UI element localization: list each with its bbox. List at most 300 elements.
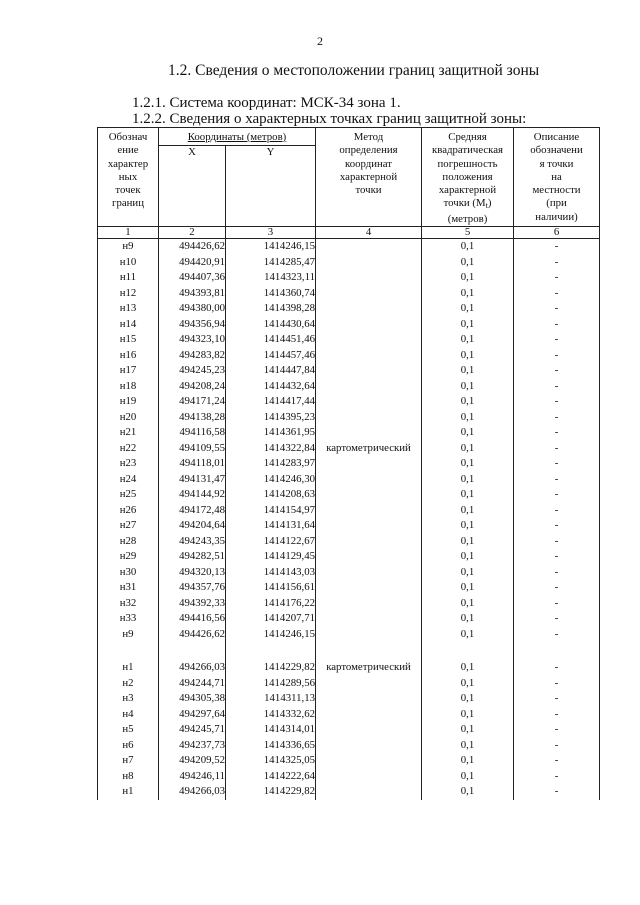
x-coordinate-cell: 494266,03 bbox=[159, 660, 226, 676]
description-cell: - bbox=[514, 549, 600, 565]
table-row bbox=[98, 660, 600, 676]
point-name-cell: н27 bbox=[98, 518, 159, 534]
column-number: 3 bbox=[226, 227, 316, 239]
point-name-cell: н20 bbox=[98, 410, 159, 426]
table-row bbox=[98, 565, 600, 581]
header-text: (метров) bbox=[447, 212, 488, 225]
header-point-designation bbox=[98, 128, 159, 227]
page-number: 2 bbox=[317, 34, 323, 48]
method-cell bbox=[316, 487, 422, 503]
x-coordinate-cell: 494392,33 bbox=[159, 596, 226, 612]
y-coordinate-cell: 1414246,15 bbox=[226, 239, 316, 255]
description-cell: - bbox=[514, 611, 600, 627]
header-text: Координаты (метров) bbox=[187, 131, 287, 143]
error-cell: 0,1 bbox=[422, 487, 514, 503]
point-name-cell: н17 bbox=[98, 363, 159, 379]
error-cell: 0,1 bbox=[422, 472, 514, 488]
error-cell: 0,1 bbox=[422, 549, 514, 565]
x-coordinate-cell: 494305,38 bbox=[159, 691, 226, 707]
point-name-cell: н32 bbox=[98, 596, 159, 612]
description-cell: - bbox=[514, 753, 600, 769]
method-cell: картометрический bbox=[316, 660, 422, 676]
error-cell: 0,1 bbox=[422, 363, 514, 379]
section-title: 1.2. Сведения о местоположении границ защитной зоны bbox=[168, 62, 540, 79]
x-coordinate-cell: 494426,62 bbox=[159, 627, 226, 643]
header-text: характерной bbox=[438, 184, 497, 197]
description-cell: - bbox=[514, 286, 600, 302]
description-cell: - bbox=[514, 487, 600, 503]
error-cell: 0,1 bbox=[422, 611, 514, 627]
error-cell: 0,1 bbox=[422, 707, 514, 723]
x-coordinate-cell: 494420,91 bbox=[159, 255, 226, 271]
table-row bbox=[98, 286, 600, 302]
column-number: 1 bbox=[98, 227, 159, 239]
error-cell: 0,1 bbox=[422, 580, 514, 596]
table-row bbox=[98, 580, 600, 596]
x-coordinate-cell: 494393,81 bbox=[159, 286, 226, 302]
table-row bbox=[98, 487, 600, 503]
y-coordinate-cell: 1414176,22 bbox=[226, 596, 316, 612]
description-cell: - bbox=[514, 596, 600, 612]
x-coordinate-cell: 494171,24 bbox=[159, 394, 226, 410]
y-coordinate-cell: 1414246,15 bbox=[226, 627, 316, 643]
description-cell: - bbox=[514, 270, 600, 286]
error-cell: 0,1 bbox=[422, 596, 514, 612]
x-coordinate-cell: 494357,76 bbox=[159, 580, 226, 596]
error-cell: 0,1 bbox=[422, 738, 514, 754]
header-text: Описание bbox=[533, 131, 580, 143]
point-name-cell: н31 bbox=[98, 580, 159, 596]
empty-cell bbox=[422, 642, 514, 660]
method-cell bbox=[316, 503, 422, 519]
error-cell: 0,1 bbox=[422, 441, 514, 457]
y-coordinate-cell: 1414325,05 bbox=[226, 753, 316, 769]
table-row bbox=[98, 301, 600, 317]
description-cell: - bbox=[514, 769, 600, 785]
y-coordinate-cell: 1414229,82 bbox=[226, 784, 316, 800]
table-row bbox=[98, 549, 600, 565]
method-cell bbox=[316, 410, 422, 426]
method-cell bbox=[316, 676, 422, 692]
point-name-cell: н23 bbox=[98, 456, 159, 472]
table-row bbox=[98, 738, 600, 754]
error-cell: 0,1 bbox=[422, 394, 514, 410]
y-coordinate-cell: 1414129,45 bbox=[226, 549, 316, 565]
point-name-cell: н13 bbox=[98, 301, 159, 317]
description-cell: - bbox=[514, 301, 600, 317]
x-coordinate-cell: 494237,73 bbox=[159, 738, 226, 754]
y-coordinate-cell: 1414323,11 bbox=[226, 270, 316, 286]
y-coordinate-cell: 1414311,13 bbox=[226, 691, 316, 707]
table-row bbox=[98, 722, 600, 738]
header-text: ных bbox=[118, 170, 138, 183]
header-text: положения bbox=[442, 170, 493, 183]
method-cell bbox=[316, 565, 422, 581]
empty-cell bbox=[316, 642, 422, 660]
error-cell: 0,1 bbox=[422, 410, 514, 426]
description-cell: - bbox=[514, 738, 600, 754]
method-cell bbox=[316, 239, 422, 255]
header-text: t bbox=[485, 201, 488, 211]
point-name-cell: н22 bbox=[98, 441, 159, 457]
empty-cell bbox=[98, 642, 159, 660]
error-cell: 0,1 bbox=[422, 425, 514, 441]
error-cell: 0,1 bbox=[422, 627, 514, 643]
table-row bbox=[98, 456, 600, 472]
method-cell: картометрический bbox=[316, 441, 422, 457]
header-text: Y bbox=[266, 146, 275, 159]
point-name-cell: н11 bbox=[98, 270, 159, 286]
error-cell: 0,1 bbox=[422, 722, 514, 738]
point-name-cell: н8 bbox=[98, 769, 159, 785]
point-name-cell: н16 bbox=[98, 348, 159, 364]
header-mean-square-error bbox=[422, 128, 514, 227]
table-row bbox=[98, 363, 600, 379]
y-coordinate-cell: 1414143,03 bbox=[226, 565, 316, 581]
method-cell bbox=[316, 753, 422, 769]
error-cell: 0,1 bbox=[422, 565, 514, 581]
description-cell: - bbox=[514, 332, 600, 348]
header-text: Средняя bbox=[448, 131, 487, 143]
y-coordinate-cell: 1414207,71 bbox=[226, 611, 316, 627]
column-number: 4 bbox=[316, 227, 422, 239]
description-cell: - bbox=[514, 503, 600, 519]
x-coordinate-cell: 494426,62 bbox=[159, 239, 226, 255]
x-coordinate-cell: 494116,58 bbox=[159, 425, 226, 441]
point-name-cell: н26 bbox=[98, 503, 159, 519]
error-cell: 0,1 bbox=[422, 676, 514, 692]
point-name-cell: н15 bbox=[98, 332, 159, 348]
table-row bbox=[98, 425, 600, 441]
x-coordinate-cell: 494138,28 bbox=[159, 410, 226, 426]
point-name-cell: н5 bbox=[98, 722, 159, 738]
description-cell: - bbox=[514, 441, 600, 457]
point-name-cell: н29 bbox=[98, 549, 159, 565]
error-cell: 0,1 bbox=[422, 270, 514, 286]
column-number: 5 bbox=[422, 227, 514, 239]
description-cell: - bbox=[514, 534, 600, 550]
y-coordinate-cell: 1414395,23 bbox=[226, 410, 316, 426]
point-name-cell: н1 bbox=[98, 784, 159, 800]
description-cell: - bbox=[514, 239, 600, 255]
x-coordinate-cell: 494407,36 bbox=[159, 270, 226, 286]
method-cell bbox=[316, 611, 422, 627]
y-coordinate-cell: 1414430,64 bbox=[226, 317, 316, 333]
header-text: точек bbox=[115, 184, 141, 197]
error-cell: 0,1 bbox=[422, 317, 514, 333]
description-cell: - bbox=[514, 722, 600, 738]
header-text: я точки bbox=[539, 157, 574, 170]
x-coordinate-cell: 494297,64 bbox=[159, 707, 226, 723]
x-coordinate-cell: 494282,51 bbox=[159, 549, 226, 565]
description-cell: - bbox=[514, 317, 600, 333]
table-row bbox=[98, 410, 600, 426]
table-row bbox=[98, 394, 600, 410]
table-row bbox=[98, 348, 600, 364]
table-body bbox=[98, 239, 600, 800]
y-coordinate-cell: 1414451,46 bbox=[226, 332, 316, 348]
header-text: наличии) bbox=[535, 210, 578, 223]
point-name-cell: н18 bbox=[98, 379, 159, 395]
y-coordinate-cell: 1414229,82 bbox=[226, 660, 316, 676]
x-coordinate-cell: 494323,10 bbox=[159, 332, 226, 348]
description-cell: - bbox=[514, 472, 600, 488]
x-coordinate-cell: 494131,47 bbox=[159, 472, 226, 488]
x-coordinate-cell: 494283,82 bbox=[159, 348, 226, 364]
group-separator-row bbox=[98, 642, 600, 660]
error-cell: 0,1 bbox=[422, 769, 514, 785]
x-coordinate-cell: 494243,35 bbox=[159, 534, 226, 550]
header-text: точки (M bbox=[443, 197, 486, 210]
method-cell bbox=[316, 722, 422, 738]
x-coordinate-cell: 494144,92 bbox=[159, 487, 226, 503]
error-cell: 0,1 bbox=[422, 239, 514, 255]
method-cell bbox=[316, 332, 422, 348]
y-coordinate-cell: 1414417,44 bbox=[226, 394, 316, 410]
table-row bbox=[98, 255, 600, 271]
x-coordinate-cell: 494208,24 bbox=[159, 379, 226, 395]
method-cell bbox=[316, 301, 422, 317]
error-cell: 0,1 bbox=[422, 753, 514, 769]
y-coordinate-cell: 1414332,62 bbox=[226, 707, 316, 723]
point-name-cell: н4 bbox=[98, 707, 159, 723]
y-coordinate-cell: 1414131,64 bbox=[226, 518, 316, 534]
description-cell: - bbox=[514, 676, 600, 692]
point-name-cell: н33 bbox=[98, 611, 159, 627]
column-number: 2 bbox=[159, 227, 226, 239]
table-row bbox=[98, 518, 600, 534]
description-cell: - bbox=[514, 410, 600, 426]
y-coordinate-cell: 1414283,97 bbox=[226, 456, 316, 472]
header-text: Метод bbox=[353, 131, 384, 143]
header-y bbox=[226, 146, 316, 227]
table-row bbox=[98, 691, 600, 707]
description-cell: - bbox=[514, 707, 600, 723]
y-coordinate-cell: 1414154,97 bbox=[226, 503, 316, 519]
empty-cell bbox=[514, 642, 600, 660]
point-name-cell: н6 bbox=[98, 738, 159, 754]
method-cell bbox=[316, 769, 422, 785]
y-coordinate-cell: 1414447,84 bbox=[226, 363, 316, 379]
description-cell: - bbox=[514, 784, 600, 800]
header-text: обозначени bbox=[530, 144, 583, 157]
y-coordinate-cell: 1414208,63 bbox=[226, 487, 316, 503]
point-name-cell: н28 bbox=[98, 534, 159, 550]
description-cell: - bbox=[514, 660, 600, 676]
point-name-cell: н2 bbox=[98, 676, 159, 692]
table-row bbox=[98, 270, 600, 286]
table-row bbox=[98, 784, 600, 800]
table-row bbox=[98, 503, 600, 519]
description-cell: - bbox=[514, 348, 600, 364]
method-cell bbox=[316, 596, 422, 612]
x-coordinate-cell: 494266,03 bbox=[159, 784, 226, 800]
y-coordinate-cell: 1414246,30 bbox=[226, 472, 316, 488]
table-row bbox=[98, 707, 600, 723]
method-cell bbox=[316, 348, 422, 364]
x-coordinate-cell: 494172,48 bbox=[159, 503, 226, 519]
method-cell bbox=[316, 534, 422, 550]
point-name-cell: н19 bbox=[98, 394, 159, 410]
y-coordinate-cell: 1414156,61 bbox=[226, 580, 316, 596]
error-cell: 0,1 bbox=[422, 255, 514, 271]
point-name-cell: н9 bbox=[98, 627, 159, 643]
x-coordinate-cell: 494209,52 bbox=[159, 753, 226, 769]
method-cell bbox=[316, 363, 422, 379]
y-coordinate-cell: 1414432,64 bbox=[226, 379, 316, 395]
error-cell: 0,1 bbox=[422, 784, 514, 800]
method-cell bbox=[316, 707, 422, 723]
y-coordinate-cell: 1414314,01 bbox=[226, 722, 316, 738]
boundary-points-table bbox=[97, 127, 600, 800]
table-row bbox=[98, 332, 600, 348]
point-name-cell: н25 bbox=[98, 487, 159, 503]
y-coordinate-cell: 1414360,74 bbox=[226, 286, 316, 302]
table-row bbox=[98, 596, 600, 612]
point-name-cell: н30 bbox=[98, 565, 159, 581]
method-cell bbox=[316, 472, 422, 488]
point-name-cell: н12 bbox=[98, 286, 159, 302]
x-coordinate-cell: 494380,00 bbox=[159, 301, 226, 317]
table-row bbox=[98, 472, 600, 488]
table-row bbox=[98, 317, 600, 333]
y-coordinate-cell: 1414398,28 bbox=[226, 301, 316, 317]
subsection-characteristic-points: 1.2.2. Сведения о характерных точках границ защитной зоны: bbox=[132, 111, 527, 127]
header-text: координат bbox=[345, 157, 393, 170]
error-cell: 0,1 bbox=[422, 518, 514, 534]
x-coordinate-cell: 494320,13 bbox=[159, 565, 226, 581]
header-text: квадратическая bbox=[432, 144, 504, 157]
x-coordinate-cell: 494416,56 bbox=[159, 611, 226, 627]
method-cell bbox=[316, 580, 422, 596]
error-cell: 0,1 bbox=[422, 456, 514, 472]
description-cell: - bbox=[514, 691, 600, 707]
point-name-cell: н24 bbox=[98, 472, 159, 488]
header-text: X bbox=[188, 146, 196, 159]
header-method bbox=[316, 128, 422, 227]
method-cell bbox=[316, 255, 422, 271]
column-number: 6 bbox=[514, 227, 600, 239]
empty-cell bbox=[226, 642, 316, 660]
subsection-coordinate-system: 1.2.1. Система координат: МСК-34 зона 1. bbox=[132, 95, 401, 111]
x-coordinate-cell: 494245,71 bbox=[159, 722, 226, 738]
method-cell bbox=[316, 317, 422, 333]
point-name-cell: н1 bbox=[98, 660, 159, 676]
point-name-cell: н10 bbox=[98, 255, 159, 271]
table-row bbox=[98, 379, 600, 395]
point-name-cell: н14 bbox=[98, 317, 159, 333]
header-text: точки bbox=[355, 184, 382, 197]
x-coordinate-cell: 494244,71 bbox=[159, 676, 226, 692]
description-cell: - bbox=[514, 565, 600, 581]
header-text: (при bbox=[546, 197, 567, 210]
header-text: местности bbox=[532, 184, 581, 197]
method-cell bbox=[316, 549, 422, 565]
header-description bbox=[514, 128, 600, 227]
x-coordinate-cell: 494245,23 bbox=[159, 363, 226, 379]
error-cell: 0,1 bbox=[422, 503, 514, 519]
error-cell: 0,1 bbox=[422, 332, 514, 348]
x-coordinate-cell: 494109,55 bbox=[159, 441, 226, 457]
x-coordinate-cell: 494204,64 bbox=[159, 518, 226, 534]
method-cell bbox=[316, 518, 422, 534]
header-text: на bbox=[551, 170, 562, 183]
header-text: определения bbox=[339, 144, 398, 157]
method-cell bbox=[316, 627, 422, 643]
description-cell: - bbox=[514, 518, 600, 534]
table-row bbox=[98, 753, 600, 769]
y-coordinate-cell: 1414222,64 bbox=[226, 769, 316, 785]
method-cell bbox=[316, 286, 422, 302]
method-cell bbox=[316, 394, 422, 410]
point-name-cell: н9 bbox=[98, 239, 159, 255]
point-name-cell: н3 bbox=[98, 691, 159, 707]
header-text: характерной bbox=[339, 170, 398, 183]
header-coordinates-group bbox=[159, 128, 316, 146]
method-cell bbox=[316, 425, 422, 441]
header-text: характер bbox=[107, 157, 149, 170]
description-cell: - bbox=[514, 255, 600, 271]
table-row bbox=[98, 239, 600, 255]
error-cell: 0,1 bbox=[422, 534, 514, 550]
y-coordinate-cell: 1414289,56 bbox=[226, 676, 316, 692]
y-coordinate-cell: 1414322,84 bbox=[226, 441, 316, 457]
column-number-row bbox=[98, 227, 600, 239]
description-cell: - bbox=[514, 627, 600, 643]
y-coordinate-cell: 1414361,95 bbox=[226, 425, 316, 441]
table-row bbox=[98, 676, 600, 692]
error-cell: 0,1 bbox=[422, 691, 514, 707]
x-coordinate-cell: 494118,01 bbox=[159, 456, 226, 472]
description-cell: - bbox=[514, 394, 600, 410]
method-cell bbox=[316, 270, 422, 286]
x-coordinate-cell: 494356,94 bbox=[159, 317, 226, 333]
method-cell bbox=[316, 379, 422, 395]
method-cell bbox=[316, 738, 422, 754]
error-cell: 0,1 bbox=[422, 348, 514, 364]
table-row bbox=[98, 769, 600, 785]
method-cell bbox=[316, 784, 422, 800]
table-row bbox=[98, 611, 600, 627]
x-coordinate-cell: 494246,11 bbox=[159, 769, 226, 785]
header-text: Обознач bbox=[108, 131, 148, 143]
y-coordinate-cell: 1414122,67 bbox=[226, 534, 316, 550]
y-coordinate-cell: 1414336,65 bbox=[226, 738, 316, 754]
error-cell: 0,1 bbox=[422, 379, 514, 395]
error-cell: 0,1 bbox=[422, 660, 514, 676]
description-cell: - bbox=[514, 425, 600, 441]
description-cell: - bbox=[514, 456, 600, 472]
point-name-cell: н7 bbox=[98, 753, 159, 769]
table-row bbox=[98, 441, 600, 457]
header-x bbox=[159, 146, 226, 227]
table-header bbox=[98, 128, 600, 239]
description-cell: - bbox=[514, 363, 600, 379]
method-cell bbox=[316, 456, 422, 472]
description-cell: - bbox=[514, 379, 600, 395]
empty-cell bbox=[159, 642, 226, 660]
header-text: ) bbox=[487, 197, 492, 210]
y-coordinate-cell: 1414457,46 bbox=[226, 348, 316, 364]
error-cell: 0,1 bbox=[422, 286, 514, 302]
table-row bbox=[98, 534, 600, 550]
header-text: погрешность bbox=[437, 157, 498, 170]
header-text: ение bbox=[117, 144, 139, 157]
table-row bbox=[98, 627, 600, 643]
header-text: границ bbox=[112, 197, 144, 210]
error-cell: 0,1 bbox=[422, 301, 514, 317]
method-cell bbox=[316, 691, 422, 707]
